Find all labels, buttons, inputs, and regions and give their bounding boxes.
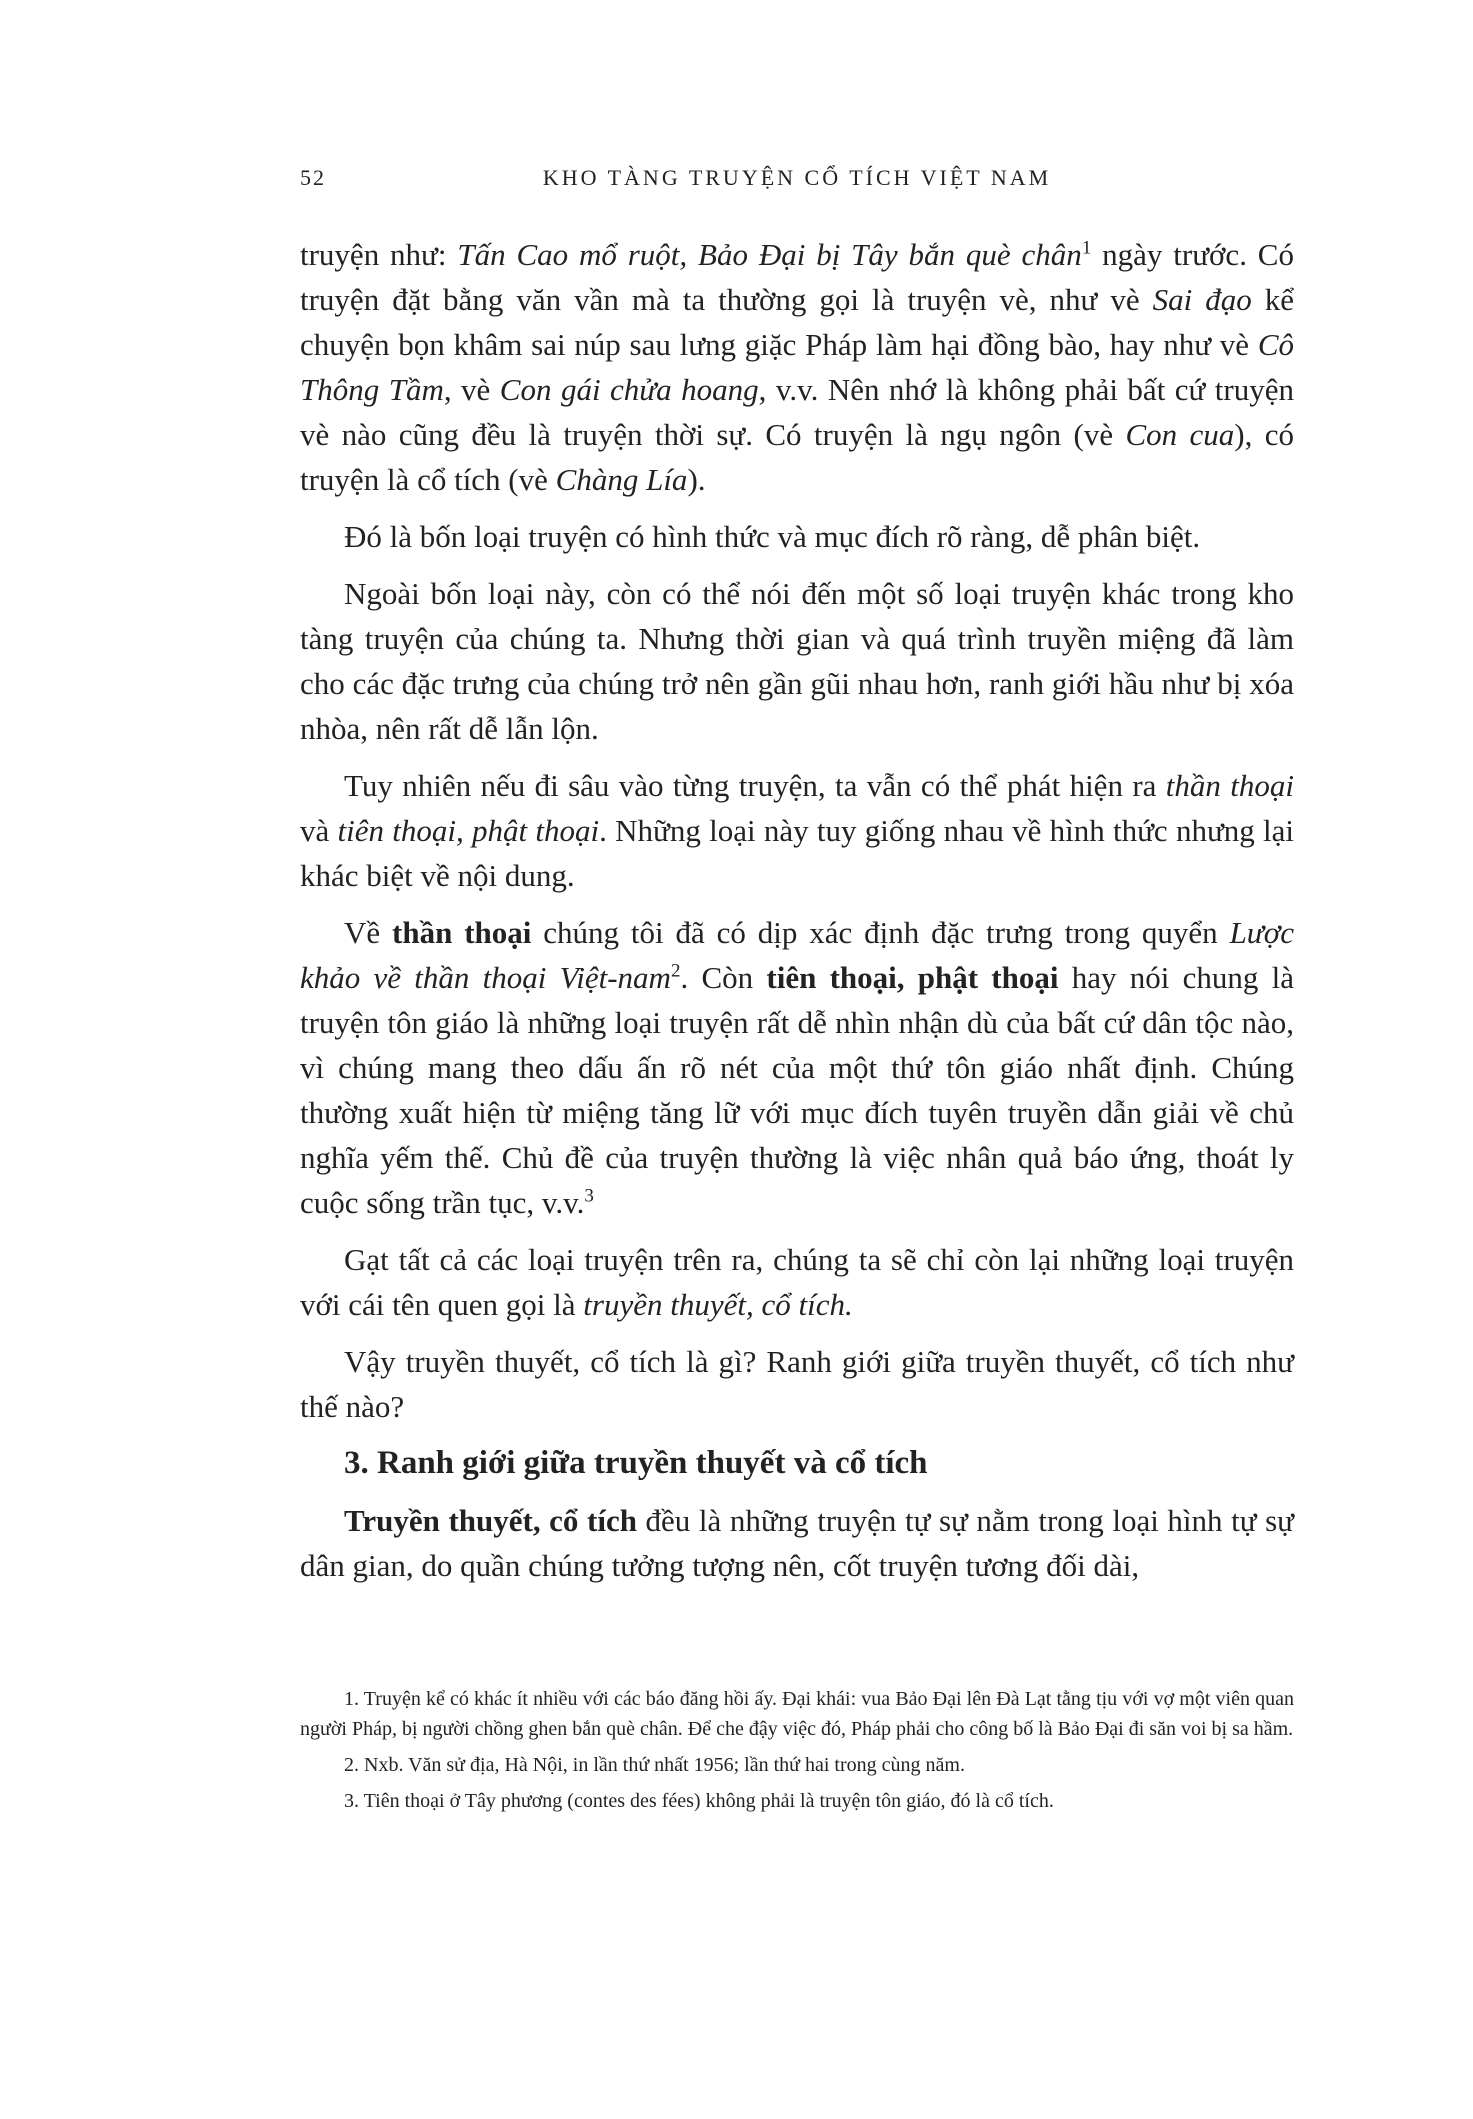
italic-title: Lược khảo về thần thoại Việt-nam: [300, 915, 1295, 995]
paragraph-3: [300, 571, 1294, 751]
paragraph-8: [300, 1498, 1294, 1588]
footnote-ref-3: 3: [584, 1185, 594, 1207]
text-run: Ngoài bốn loại này, còn có thể nói đến một số loại truyện khác trong kho tàng truyện của chúng ta. Nhưng thời gian và quá trình truyền miệng đã làm cho các đặc trưng của chúng trở nên gần gũi nhau hơn, ranh giới hầu như bị xóa nhòa, nên rất dễ lẫn lộn.: [300, 576, 1294, 746]
footnotes: [300, 1684, 1294, 1822]
text-run: ), có truyện là cổ tích (vè: [300, 417, 1295, 497]
paragraph-1: [300, 232, 1294, 502]
book-title-header: KHO TÀNG TRUYỆN CỔ TÍCH VIỆT NAM: [542, 165, 1052, 190]
text-run: . Còn: [680, 960, 767, 995]
body-text: [300, 232, 1294, 1600]
footnote-2: 2. Nxb. Văn sử địa, Hà Nội, in lần thứ nhất 1956; lần thứ hai trong cùng năm.: [344, 1754, 965, 1776]
bold-term: tiên thoại, phật thoại: [766, 960, 1059, 995]
paragraph-2: [300, 514, 1294, 559]
text-run: . Những loại này tuy giống nhau về hình thức nhưng lại khác biệt về nội dung.: [300, 813, 1294, 893]
bold-term: Truyền thuyết, cổ tích: [344, 1503, 637, 1538]
text-run: Đó là bốn loại truyện có hình thức và mục đích rõ ràng, dễ phân biệt.: [344, 519, 1201, 554]
text-run: Vậy truyền thuyết, cổ tích là gì? Ranh giới giữa truyền thuyết, cổ tích như thế nào?: [300, 1344, 1294, 1424]
text-run: Về: [344, 915, 393, 950]
text-run: ).: [687, 462, 706, 497]
italic-term: thần thoại: [1165, 768, 1294, 803]
paragraph-7: [300, 1339, 1294, 1429]
footnote-3: 3. Tiên thoại ở Tây phương (contes des fées) không phải là truyện tôn giáo, đó là cổ tích.: [344, 1790, 1054, 1812]
page-number: 52: [300, 165, 326, 190]
text-run: kể chuyện bọn khâm sai núp sau lưng giặc Pháp làm hại đồng bào, hay như vè: [300, 282, 1294, 362]
text-run: Gạt tất cả các loại truyện trên ra, chúng ta sẽ chỉ còn lại những loại truyện với cái tên quen gọi là: [300, 1242, 1294, 1322]
section-heading: 3. Ranh giới giữa truyền thuyết và cổ tích: [344, 1445, 928, 1481]
italic-term: tiên thoại, phật thoại: [337, 813, 600, 848]
footnote-1: 1. Truyện kể có khác ít nhiều với các báo đăng hồi ấy. Đại khái: vua Bảo Đại lên Đà Lạt tằng tịu với vợ một viên quan người Pháp, bị người chồng ghen bắn què chân. Để che đậy việc đó, Pháp phải cho công bố là Bảo Đại đi săn voi bị sa hầm.: [300, 1688, 1294, 1740]
footnote-ref-1: 1: [1081, 237, 1092, 259]
italic-title: Sai đạo: [1152, 282, 1252, 317]
italic-term: truyền thuyết, cổ tích.: [583, 1287, 853, 1322]
text-run: Tuy nhiên nếu đi sâu vào từng truyện, ta vẫn có thể phát hiện ra: [344, 768, 1166, 803]
text-run: , v.v. Nên nhớ là không phải bất cứ truyện vè nào cũng đều là truyện thời sự. Có truyện là ngụ ngôn (vè: [300, 372, 1294, 452]
text-run: ngày trước. Có truyện đặt bằng văn vần mà ta thường gọi là truyện vè, như vè: [300, 237, 1294, 317]
text-run: , vè: [443, 372, 500, 407]
italic-title: Chàng Lía: [555, 462, 688, 497]
italic-title: Tấn Cao mổ ruột, Bảo Đại bị Tây bắn què chân: [457, 237, 1082, 272]
paragraph-6: [300, 1237, 1294, 1327]
text-run: và: [300, 813, 338, 848]
text-run: hay nói chung là truyện tôn giáo là những loại truyện rất dễ nhìn nhận dù của bất cứ dân tộc nào, vì chúng mang theo dấu ấn rõ nét của một thứ tôn giáo nhất định. Chúng thường xuất hiện từ miệng tăng lữ với mục đích tuyên truyền dẫn giải về chủ nghĩa yếm thế. Chủ đề của truyện thường là việc nhân quả báo ứng, thoát ly cuộc sống trần tục, v.v.: [300, 960, 1294, 1220]
footnote-ref-2: 2: [670, 960, 681, 982]
italic-title: Con cua: [1125, 417, 1235, 452]
running-head: [300, 165, 1294, 199]
paragraph-5: [300, 910, 1294, 1225]
bold-term: thần thoại: [392, 915, 532, 950]
italic-title: Con gái chửa hoang: [499, 372, 759, 407]
italic-title: Cô Thông Tầm: [300, 327, 1294, 407]
text-run: đều là những truyện tự sự nằm trong loại hình tự sự dân gian, do quần chúng tưởng tượng nên, cốt truyện tương đối dài,: [300, 1503, 1294, 1583]
text-run: truyện như:: [300, 237, 458, 272]
paragraph-4: [300, 763, 1294, 898]
text-run: chúng tôi đã có dịp xác định đặc trưng trong quyển: [531, 915, 1230, 950]
